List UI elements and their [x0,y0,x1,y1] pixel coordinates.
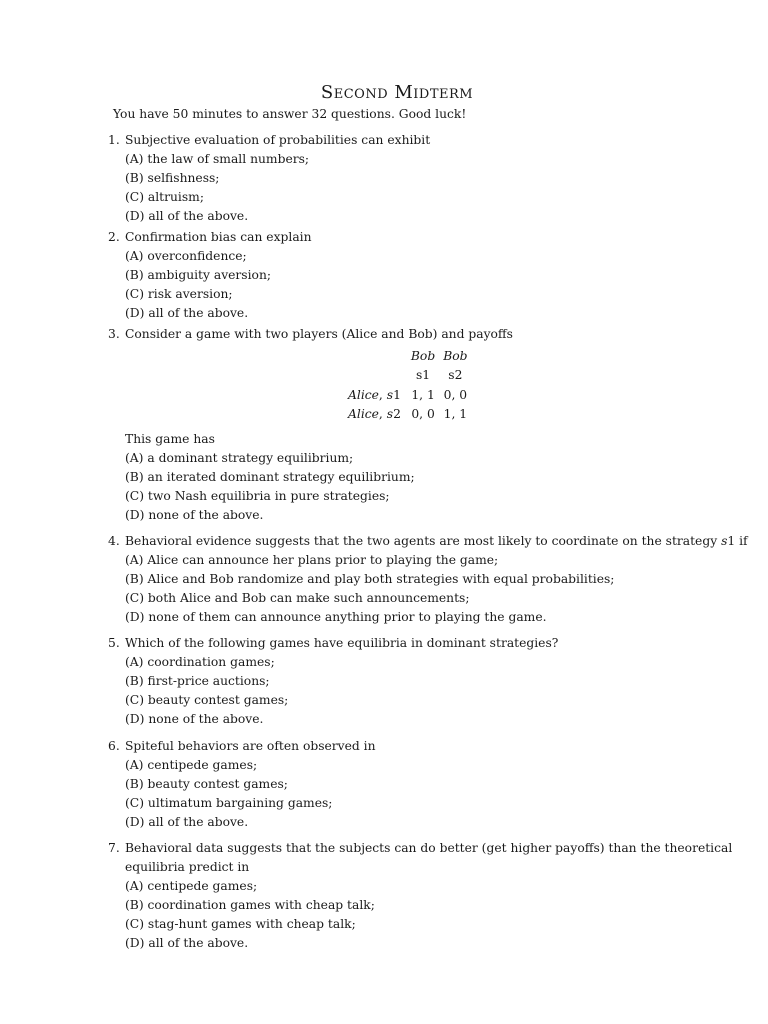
payoff-matrix [108,346,708,424]
option-d: (D) all of the above. [125,306,249,320]
option-a: (A) overconfidence; [125,249,247,263]
column-strategy: s2 [448,368,463,383]
option-b: (B) beauty contest games; [125,777,288,791]
table-header-row [344,366,472,386]
option-b: (B) coordination games with cheap talk; [125,898,375,912]
question-text-continued: equilibria predict in [125,860,250,874]
option-c: (C) ultimatum bargaining games; [125,796,333,810]
intro-text: You have 50 minutes to answer 32 questions. Good luck! [113,107,467,121]
question-1 [108,131,708,226]
row-label: Alice, s2 [348,407,401,422]
table-row [344,405,472,425]
option-c: (C) altruism; [125,190,204,204]
table-header-row [344,346,472,366]
option-a: (A) centipede games; [125,879,258,893]
option-b: (B) selfishness; [125,171,220,185]
option-c: (C) risk aversion; [125,287,233,301]
column-strategy: s1 [415,368,431,383]
question-text: Consider a game with two players (Alice and Bob) and payoffs [125,327,513,341]
question-followup: This game has [125,432,215,446]
option-d: (D) all of the above. [125,209,249,223]
question-number: 1. [108,133,120,147]
question-2 [108,228,708,323]
question-number: 2. [108,230,120,244]
table-cell: 1, 1 [411,387,435,402]
option-b: (B) ambiguity aversion; [125,268,272,282]
question-3 [108,325,708,525]
table-row [344,385,472,405]
question-number: 4. [108,534,120,548]
question-4 [108,532,748,627]
payoff-table [344,346,472,424]
question-number: 3. [108,327,120,341]
table-cell: 1, 1 [443,407,468,422]
question-number: 6. [108,739,120,753]
question-number: 7. [108,841,120,855]
option-a: (A) Alice can announce her plans prior to playing the game; [125,553,499,567]
row-label: Alice, s1 [348,387,401,402]
option-a: (A) coordination games; [125,655,275,669]
table-cell: 0, 0 [411,407,435,422]
question-text: Behavioral data suggests that the subjects can do better (get higher payoffs) than the theoretical [125,841,733,855]
question-text: Spiteful behaviors are often observed in [125,739,376,753]
table-cell: 0, 0 [443,387,468,402]
question-number: 5. [108,636,120,650]
option-d: (D) all of the above. [125,815,249,829]
question-text: Behavioral evidence suggests that the two agents are most likely to coordinate on the strategy s1 if [125,534,748,548]
page-title: Second Midterm [320,82,474,103]
option-a: (A) the law of small numbers; [125,152,310,166]
option-d: (D) none of them can announce anything prior to playing the game. [125,610,547,624]
question-7 [108,839,733,953]
option-d: (D) none of the above. [125,508,264,522]
option-b: (B) an iterated dominant strategy equilibrium; [125,470,415,484]
option-d: (D) all of the above. [125,936,249,950]
question-5 [108,634,708,729]
option-c: (C) beauty contest games; [125,693,289,707]
question-text: Which of the following games have equilibria in dominant strategies? [125,636,559,650]
column-header: Bob [443,348,468,363]
option-a: (A) centipede games; [125,758,258,772]
question-6 [108,737,708,832]
option-a: (A) a dominant strategy equilibrium; [125,451,354,465]
column-header: Bob [410,348,436,363]
option-d: (D) none of the above. [125,712,264,726]
option-c: (C) two Nash equilibria in pure strategies; [125,489,390,503]
question-text: Confirmation bias can explain [125,230,312,244]
option-b: (B) Alice and Bob randomize and play both strategies with equal probabilities; [125,572,615,586]
option-c: (C) both Alice and Bob can make such announcements; [125,591,470,605]
option-b: (B) first-price auctions; [125,674,270,688]
question-text: Subjective evaluation of probabilities can exhibit [125,133,431,147]
option-c: (C) stag-hunt games with cheap talk; [125,917,356,931]
